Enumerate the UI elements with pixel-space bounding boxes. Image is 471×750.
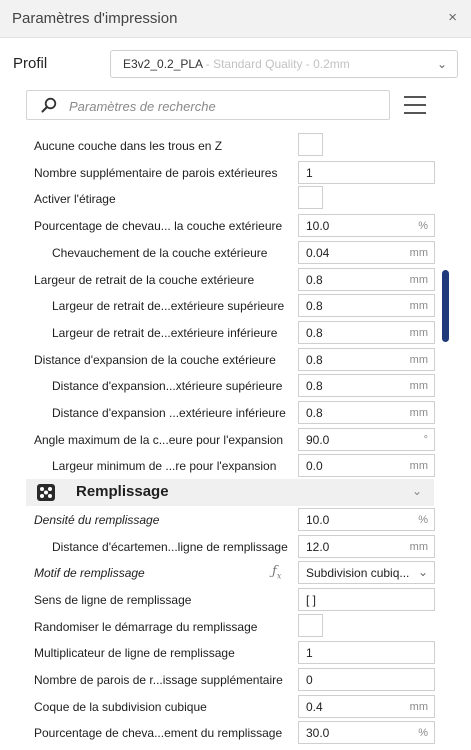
setting-label: Distance d'expansion ...extérieure inférieure bbox=[52, 406, 286, 420]
setting-input[interactable] bbox=[298, 535, 435, 558]
setting-value: 10.0 bbox=[306, 219, 330, 234]
setting-checkbox[interactable] bbox=[298, 133, 323, 156]
setting-label: Distance d'expansion de la couche extérieure bbox=[34, 352, 276, 367]
title-bar bbox=[0, 0, 471, 38]
setting-row bbox=[0, 292, 440, 319]
search-box[interactable] bbox=[26, 90, 390, 120]
setting-label: Pourcentage de chevau... la couche extérieure bbox=[34, 219, 283, 234]
setting-row bbox=[0, 185, 440, 212]
setting-label: Nombre de parois de r...issage supplémentaire bbox=[34, 673, 283, 687]
setting-unit: mm bbox=[409, 407, 428, 419]
setting-unit: mm bbox=[409, 540, 428, 553]
setting-unit: mm bbox=[409, 273, 428, 286]
setting-input[interactable] bbox=[298, 428, 435, 451]
setting-value: 0.8 bbox=[306, 406, 323, 420]
scrollbar-thumb[interactable] bbox=[442, 270, 449, 342]
setting-row bbox=[0, 426, 440, 453]
search-row bbox=[0, 88, 471, 124]
setting-input[interactable] bbox=[298, 214, 435, 237]
setting-row bbox=[0, 452, 440, 479]
setting-input[interactable] bbox=[298, 641, 435, 664]
setting-label: Largeur de retrait de la couche extérieure bbox=[34, 272, 255, 287]
close-icon[interactable]: × bbox=[448, 9, 457, 26]
setting-unit: % bbox=[418, 727, 428, 740]
setting-row bbox=[0, 533, 440, 560]
chevron-down-icon: ⌄ bbox=[436, 57, 447, 71]
setting-label: Activer l'étirage bbox=[34, 192, 116, 207]
setting-row bbox=[0, 613, 440, 640]
setting-input[interactable] bbox=[298, 508, 435, 531]
setting-value: 30.0 bbox=[306, 726, 330, 741]
profile-row bbox=[0, 48, 471, 80]
setting-value: 0.8 bbox=[306, 299, 323, 314]
setting-unit: ° bbox=[423, 433, 428, 446]
setting-value: 90.0 bbox=[306, 432, 330, 447]
setting-label: Largeur de retrait de...extérieure supérieure bbox=[52, 299, 285, 314]
setting-row bbox=[0, 639, 440, 666]
setting-input[interactable] bbox=[298, 241, 435, 264]
setting-input[interactable] bbox=[298, 268, 435, 291]
setting-label: Nombre supplémentaire de parois extérieures bbox=[34, 165, 278, 180]
profile-select[interactable] bbox=[110, 50, 458, 78]
setting-row bbox=[0, 212, 440, 239]
infill-icon bbox=[36, 483, 56, 502]
setting-label: Angle maximum de la c...eure pour l'expansion bbox=[34, 432, 284, 447]
setting-label: Randomiser le démarrage du remplissage bbox=[34, 619, 258, 634]
setting-unit: mm bbox=[409, 246, 428, 259]
setting-input[interactable] bbox=[298, 695, 435, 718]
setting-input[interactable] bbox=[298, 321, 435, 344]
setting-value: 1 bbox=[306, 165, 313, 180]
setting-label: Aucune couche dans les trous en Z bbox=[34, 139, 223, 153]
chevron-down-icon: ⌄ bbox=[417, 565, 428, 580]
chevron-down-icon: ⌄ bbox=[411, 484, 422, 499]
setting-unit: % bbox=[418, 513, 428, 526]
profile-subtitle: - Standard Quality - 0.2mm bbox=[202, 57, 350, 71]
setting-label: Distance d'écartemen...ligne de remplissage bbox=[52, 539, 288, 554]
setting-unit: mm bbox=[409, 460, 428, 473]
category-header-remplissage[interactable] bbox=[26, 479, 434, 506]
dropdown-value: Subdivision cubiq... bbox=[306, 566, 410, 581]
setting-row bbox=[0, 319, 440, 346]
setting-unit: mm bbox=[409, 700, 428, 713]
setting-unit: mm bbox=[409, 326, 428, 339]
setting-input[interactable] bbox=[298, 348, 435, 371]
setting-row bbox=[0, 693, 440, 720]
setting-value: 0.8 bbox=[306, 325, 323, 340]
setting-checkbox[interactable] bbox=[298, 614, 323, 637]
setting-label: Multiplicateur de ligne de remplissage bbox=[34, 646, 235, 661]
search-input[interactable] bbox=[69, 95, 369, 117]
setting-label: Sens de ligne de remplissage bbox=[34, 592, 192, 607]
settings-list bbox=[0, 132, 471, 750]
setting-label: Largeur minimum de ...re pour l'expansion bbox=[52, 459, 277, 474]
setting-row bbox=[0, 559, 440, 586]
setting-value: 0.8 bbox=[306, 379, 323, 394]
setting-unit: mm bbox=[409, 353, 428, 366]
setting-input[interactable] bbox=[298, 374, 435, 397]
setting-row bbox=[0, 399, 440, 426]
setting-input[interactable] bbox=[298, 721, 435, 744]
setting-input[interactable] bbox=[298, 161, 435, 184]
setting-label: Coque de la subdivision cubique bbox=[34, 699, 207, 714]
profile-name: E3v2_0.2_PLA bbox=[123, 57, 203, 71]
setting-row bbox=[0, 586, 440, 613]
setting-value: 0 bbox=[306, 673, 313, 687]
setting-row bbox=[0, 239, 440, 266]
setting-unit: mm bbox=[409, 300, 428, 313]
menu-icon[interactable] bbox=[404, 96, 426, 114]
setting-label: Densité du remplissage bbox=[34, 512, 160, 527]
setting-value: 0.8 bbox=[306, 352, 323, 367]
setting-value: 10.0 bbox=[306, 512, 330, 527]
setting-input[interactable] bbox=[298, 294, 435, 317]
setting-input[interactable] bbox=[298, 588, 435, 611]
setting-label: Chevauchement de la couche extérieure bbox=[52, 245, 268, 260]
setting-row bbox=[0, 266, 440, 293]
setting-row bbox=[0, 159, 440, 186]
setting-value: 12.0 bbox=[306, 539, 330, 554]
setting-label: Pourcentage de cheva...ement du remplissage bbox=[34, 726, 283, 741]
setting-label: Distance d'expansion...xtérieure supérieure bbox=[52, 379, 283, 394]
setting-dropdown[interactable] bbox=[298, 561, 435, 584]
setting-unit: mm bbox=[409, 380, 428, 393]
setting-input[interactable] bbox=[298, 454, 435, 477]
setting-input[interactable] bbox=[298, 401, 435, 424]
setting-row bbox=[0, 666, 440, 693]
setting-row bbox=[0, 719, 440, 746]
setting-value: 0.8 bbox=[306, 272, 323, 287]
setting-value: 1 bbox=[306, 646, 313, 661]
window-title: Paramètres d'impression bbox=[12, 10, 178, 27]
setting-value: 0.04 bbox=[306, 245, 330, 260]
search-icon bbox=[41, 97, 57, 113]
setting-row bbox=[0, 372, 440, 399]
setting-row bbox=[0, 506, 440, 533]
setting-row bbox=[0, 132, 440, 159]
category-label: Remplissage bbox=[76, 483, 169, 501]
setting-input[interactable] bbox=[298, 668, 435, 691]
setting-value: [ ] bbox=[306, 592, 317, 607]
setting-value: 0.4 bbox=[306, 699, 323, 714]
setting-label: Largeur de retrait de...extérieure inférieure bbox=[52, 325, 278, 340]
setting-checkbox[interactable] bbox=[298, 186, 323, 209]
setting-unit: % bbox=[418, 220, 428, 233]
setting-value: 0.0 bbox=[306, 459, 323, 474]
function-icon[interactable]: $ƒ_x$ bbox=[272, 564, 282, 581]
profile-label: Profil bbox=[13, 55, 48, 72]
setting-row bbox=[0, 346, 440, 373]
setting-label: Motif de remplissage bbox=[34, 566, 145, 581]
